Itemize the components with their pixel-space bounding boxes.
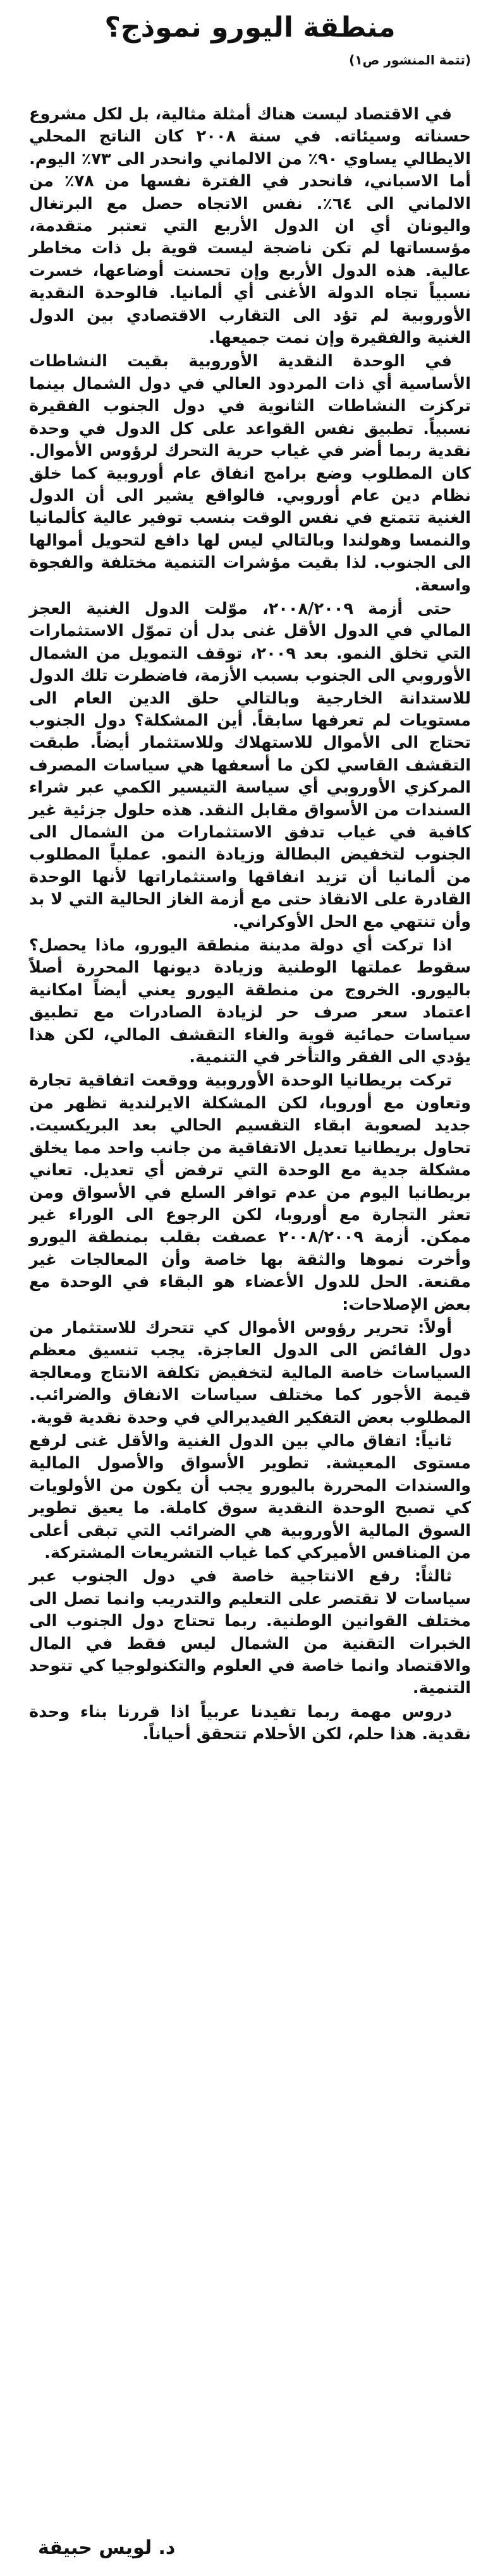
paragraph: اذا تركت أي دولة مدينة منطقة اليورو، ماذا يحصل؟ سقوط عملتها الوطنية وزيادة ديونها المحررة أصلاً باليورو. الخروج من منطقة اليورو يعني أيضاً امكانية اعتماد سعر صرف حر لزيادة الصادرات مع تطبيق سياسات حمائية قوية والغاء التقشف المالي، لكن هذا يؤدي الى الفقر والتأخر في التنمية. <box>29 936 471 1067</box>
paragraph: ثالثاً: رفع الانتاجية خاصة في دول الجنوب عبر سياسات لا تقتصر على التعليم والتدريب وانما تصل الى مختلف القوانين الوطنية. ربما تحتاج دول الجنوب الى الخبرات التقنية من الشمال ليس فقط في المال والاقتصاد وانما خاصة في العلوم والتكنولوجيا كي تتوحد التنمية. <box>29 1567 471 1698</box>
paragraph: دروس مهمة ربما تفيدنا عربياً اذا قررنا بناء وحدة نقدية. هذا حلم، لكن الأحلام تتحقق أحياناً. <box>29 1702 471 1744</box>
paragraph: في الوحدة النقدية الأوروبية بقيت النشاطات الأساسية أي ذات المردود العالي في دول الشمال بينما تركزت النشاطات الثانوية في دول الجنوب الفقيرة نسبياً. تطبيق نفس القواعد على كل الدول في وحدة نقدية ربما أضر في غياب حرية التحرك لرؤوس الأموال. كان المطلوب وضع برامج انفاق عام أوروبية كما خلق نظام دين عام أوروبي. فالواقع يشير الى أن الدول الغنية تتمتع في نفس الوقت بنسب توفير عالية كألمانيا والنمسا وهولندا وبالتالي ليس لها دافع لتحويل أموالها الى الجنوب. لذا بقيت مؤشرات التنمية مختلفة والفجوة واسعة. <box>29 352 471 595</box>
article-body <box>29 104 471 1746</box>
paragraph: في الاقتصاد ليست هناك أمثلة مثالية، بل لكل مشروع حسناته وسيئاته. في سنة ٢٠٠٨ كان الناتج المحلي الايطالي يساوي ٩٠٪ من الالماني وانحدر الى ٧٣٪ اليوم. أما الاسباني، فانحدر في الفترة نفسها من ٧٨٪ من الالماني الى ٦٤٪. نفس الاتجاه حصل مع البرتغال واليونان أي ان الدول الأربع التي تعتبر متقدمة، مؤسساتها لم تكن ناضجة ليست قوية بل ذات مخاطر عالية. هذه الدول الأربع وإن تحسنت أوضاعها، خسرت نسبياً تجاه الدولة الأغنى أي ألمانيا. فالوحدة النقدية الأوروبية لم تؤد الى التقارب الاقتصادي بين الدول الغنية والفقيرة وإن نمت جميعها. <box>29 105 472 348</box>
author-signature: د. لويس حبيقة <box>38 2537 176 2559</box>
paragraph: أولاً: تحرير رؤوس الأموال كي تتحرك للاستثمار من دول الفائض الى الدول العاجزة. يجب تنسيق معظم السياسات خاصة المالية لتخفيض تكلفة الانتاج ومعالجة قيمة الأجور كما مختلف سياسات الانفاق والضرائب. المطلوب بعض التفكير الفيديرالي في وحدة نقدية قوية. <box>29 1318 471 1427</box>
article-title: منطقة اليورو نموذج؟ <box>104 11 396 44</box>
paragraph: ثانياً: اتفاق مالي بين الدول الغنية والأقل غنى لرفع مستوى المعيشة. تطوير الأسواق والأصول المالية والسندات المحررة باليورو يجب أن يكون من الأولويات كي تصبح الوحدة النقدية سوق كاملة. ما يعيق تطوير السوق المالية الأوروبية هي الضرائب التي تبقى أعلى من المنافس الأميركي كما غياب التشريعات المشتركة. <box>29 1431 471 1562</box>
continued-note: (تتمة المنشور ص١) <box>349 52 471 68</box>
paragraph: حتى أزمة ٢٠٠٨/٢٠٠٩، موّلت الدول الغنية العجز المالي في الدول الأقل غنى بدل أن تموّل الاستثمارات التي تخلق النمو. بعد ٢٠٠٩، توقف التمويل من الشمال الأوروبي الى الجنوب بسبب الأزمة، فاضطرت تلك الدول للاستدانة الخارجية وبالتالي حلق الدين العام الى مستويات لم تعرفها سابقاً. أين المشكلة؟ دول الجنوب تحتاج الى الأموال للاستهلاك وللاستثمار أيضاً. طبقت التقشف القاسي لكن ما أسعفها هي سياسات المصرف المركزي الأوروبي أي سياسة التيسير الكمي عبر شراء السندات من الأسواق مقابل النقد. هذه حلول جزئية غير كافية في غياب تدفق الاستثمارات من الشمال الى الجنوب لتخفيض البطالة وزيادة النمو. عملياً المطلوب من ألمانيا أن تزيد انفاقها واستثماراتها لأنها الوحدة القادرة على الانقاذ حتى مع أزمة الغاز الحالية التي لا بد وأن تنتهي مع الحل الأوكراني. <box>29 599 471 932</box>
paragraph: تركت بريطانيا الوحدة الأوروبية ووقعت اتفاقية تجارة وتعاون مع أوروبا، لكن المشكلة الايرلندية تظهر من جديد لصعوبة ابقاء التقسيم الحالي بعد البريكسيت. تحاول بريطانيا تعديل الاتفاقية من جانب واحد مما يخلق مشكلة جدية مع الوحدة التي ترفض أي تعديل. تعاني بريطانيا اليوم من عدم توافر السلع في الأسواق ومن تعثر التجارة مع أوروبا، لكن الرجوع الى الوراء غير ممكن. أزمة ٢٠٠٨/٢٠٠٩ عصفت بقلب بمنطقة اليورو وأخرت نموها والثقة بها خاصة وأن المعالجات غير مقنعة. الحل للدول الأعضاء هو البقاء في الوحدة مع بعض الإصلاحات: <box>29 1071 471 1314</box>
